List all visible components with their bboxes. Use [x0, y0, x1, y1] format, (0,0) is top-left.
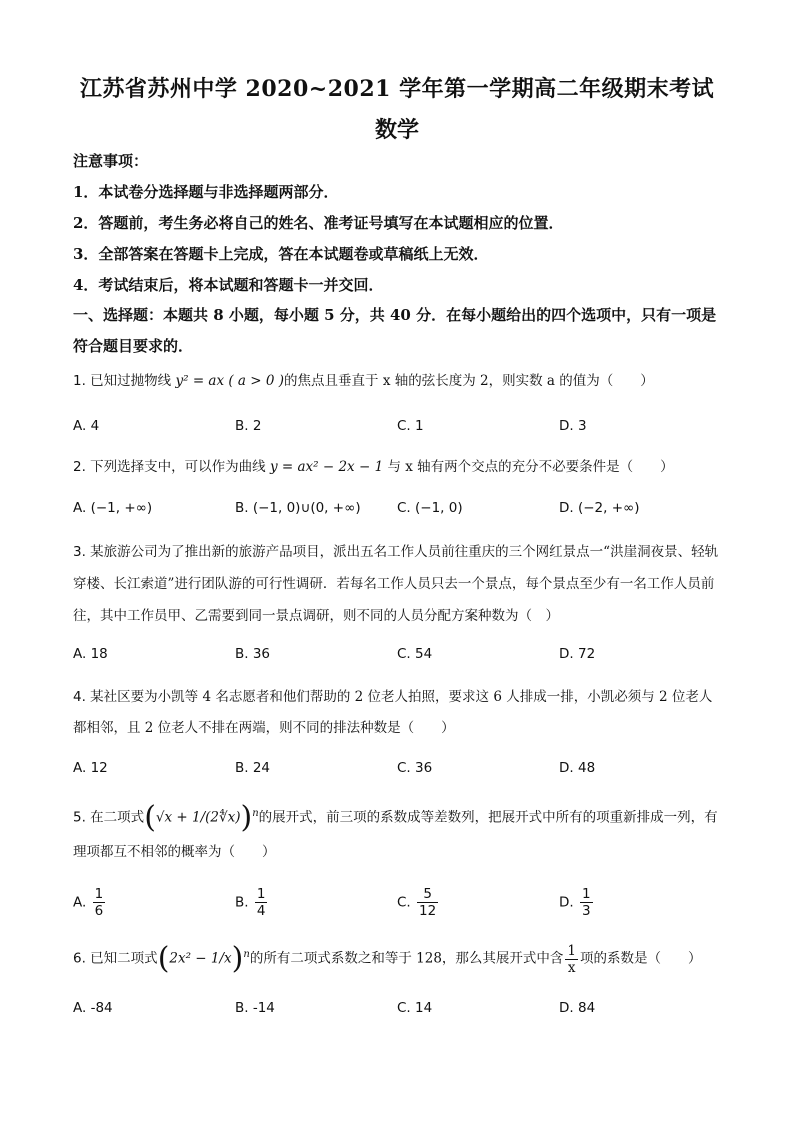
left-paren: ( [144, 800, 156, 835]
option-a[interactable]: A. 18 [73, 646, 108, 662]
note-item-1: 1．本试卷分选择题与非选择题两部分． [73, 183, 339, 201]
option-label: C. [397, 894, 411, 911]
option-d[interactable]: D. 84 [559, 1000, 596, 1016]
question-text: 下列选择支中，可以作为曲线 [85, 459, 270, 475]
question-text: 已知过抛物线 [85, 373, 176, 389]
exam-subject: 数学 [374, 117, 419, 143]
option-label: B. [235, 894, 249, 911]
numerator: 1 [567, 942, 576, 959]
question-number: 5. [73, 809, 86, 826]
option-a[interactable]: A. -84 [73, 1000, 113, 1016]
question-math: y² = ax ( a > 0 ) [175, 373, 285, 389]
denominator: 6 [94, 903, 104, 919]
denominator: 3 [581, 903, 591, 919]
option-c[interactable]: C. 14 [397, 1000, 433, 1016]
question-text: 已知二项式 [85, 950, 158, 967]
exponent: n [252, 808, 259, 819]
note-item-2: 2．答题前，考生务必将自己的姓名、准考证号填写在本试题相应的位置． [73, 214, 564, 232]
question-2 [73, 452, 723, 483]
option-b[interactable]: B. 36 [235, 646, 271, 662]
binomial-expression: √x + 1/(2∜x) [155, 809, 241, 826]
question-3 [73, 536, 723, 632]
options-q5 [73, 886, 723, 926]
denominator: 4 [256, 903, 266, 919]
option-d[interactable]: D. 72 [559, 646, 596, 662]
question-number: 3. [73, 544, 86, 560]
question-number: 4. [73, 689, 86, 705]
options-q2 [73, 500, 723, 524]
note-item-4: 4．考试结束后，将本试题和答题卡一并交回． [73, 276, 384, 294]
question-text: 某社区要为小凯等 4 名志愿者和他们帮助的 2 位老人拍照，要求这 6 人排成一排，小凯必须与 2 位老人都相邻，且 2 位老人不排在两端，则不同的排法种数是（ ） [73, 689, 713, 736]
question-6 [73, 938, 723, 976]
option-fraction [580, 886, 593, 919]
question-text: 某旅游公司为了推出新的旅游产品项目，派出五名工作人员前往重庆的三个网红景点一“洪崖洞夜景、轻轨穿楼、长江索道”进行团队游的可行性调研．若每名工作人员只去一个景点，每个景点至少有一名工作人员前往，其中工作员甲、乙需要到同一景点调研，则不同的人员分配方案种数为（ ） [73, 544, 719, 624]
option-b[interactable] [235, 886, 269, 919]
question-text: 在二项式 [85, 809, 145, 826]
question-number: 2. [73, 459, 86, 475]
option-c[interactable]: C. 54 [397, 646, 433, 662]
numerator: 1 [581, 886, 591, 902]
notes-heading: 注意事项： [73, 152, 149, 170]
option-a[interactable]: A. (−1, +∞) [73, 500, 153, 516]
option-fraction [417, 886, 438, 919]
options-q3 [73, 646, 723, 670]
option-b[interactable]: B. (−1, 0)∪(0, +∞) [235, 500, 361, 516]
exam-title: 江苏省苏州中学 2020~2021 学年第一学期高二年级期末考试 [79, 76, 715, 102]
option-b[interactable]: B. 2 [235, 418, 262, 434]
option-c[interactable] [397, 886, 440, 919]
option-d[interactable]: D. (−2, +∞) [559, 500, 640, 516]
options-q4 [73, 760, 723, 784]
option-d[interactable] [559, 886, 595, 919]
option-a[interactable]: A. 4 [73, 418, 100, 434]
option-b[interactable]: B. 24 [235, 760, 271, 776]
denominator: x [567, 959, 576, 976]
numerator: 1 [256, 886, 266, 902]
option-c[interactable]: C. (−1, 0) [397, 500, 463, 516]
option-fraction [255, 886, 268, 919]
options-q1 [73, 418, 723, 442]
right-paren: ) [231, 941, 244, 976]
question-5 [73, 797, 723, 869]
binomial-expression: 2x² − 1/x [169, 950, 232, 967]
question-text: 的焦点且垂直于 x 轴的弦长度为 2，则实数 a 的值为（ ） [284, 373, 654, 389]
question-text: 项的系数是（ ） [580, 950, 702, 967]
note-item-3: 3．全部答案在答题卡上完成，答在本试题卷或草稿纸上无效． [73, 245, 489, 263]
option-b[interactable]: B. -14 [235, 1000, 275, 1016]
numerator: 5 [417, 886, 438, 903]
denominator: 12 [419, 903, 437, 919]
question-number: 6. [73, 950, 86, 967]
options-q6 [73, 1000, 723, 1024]
section-heading: 一、选择题：本题共 8 小题，每小题 5 分，共 40 分．在每小题给出的四个选项中，只有一项是符合题目要求的． [73, 306, 717, 355]
option-a[interactable]: A. 12 [73, 760, 108, 776]
question-text: 的展开式，前三项的系数成等差数列，把展开式中所有的项重新排成一列，有理项都互不相邻的概率为（ ） [73, 809, 718, 860]
inline-fraction [565, 943, 578, 976]
exponent: n [243, 949, 250, 960]
question-4 [73, 682, 723, 744]
option-c[interactable]: C. 1 [397, 418, 424, 434]
numerator: 1 [94, 886, 104, 902]
question-math: y = ax² − 2x − 1 [269, 459, 384, 475]
option-d[interactable]: D. 48 [559, 760, 596, 776]
question-1 [73, 366, 723, 397]
option-c[interactable]: C. 36 [397, 760, 433, 776]
left-paren: ( [157, 941, 170, 976]
right-paren: ) [240, 800, 253, 835]
option-a[interactable] [73, 886, 107, 919]
question-number: 1. [73, 373, 86, 389]
option-label: D. [559, 894, 574, 911]
option-label: A. [73, 894, 87, 911]
question-text: 与 x 轴有两个交点的充分不必要条件是（ ） [383, 459, 674, 475]
option-fraction [93, 886, 106, 919]
question-text: 的所有二项式系数之和等于 128，那么其展开式中含 [249, 950, 564, 967]
option-d[interactable]: D. 3 [559, 418, 587, 434]
